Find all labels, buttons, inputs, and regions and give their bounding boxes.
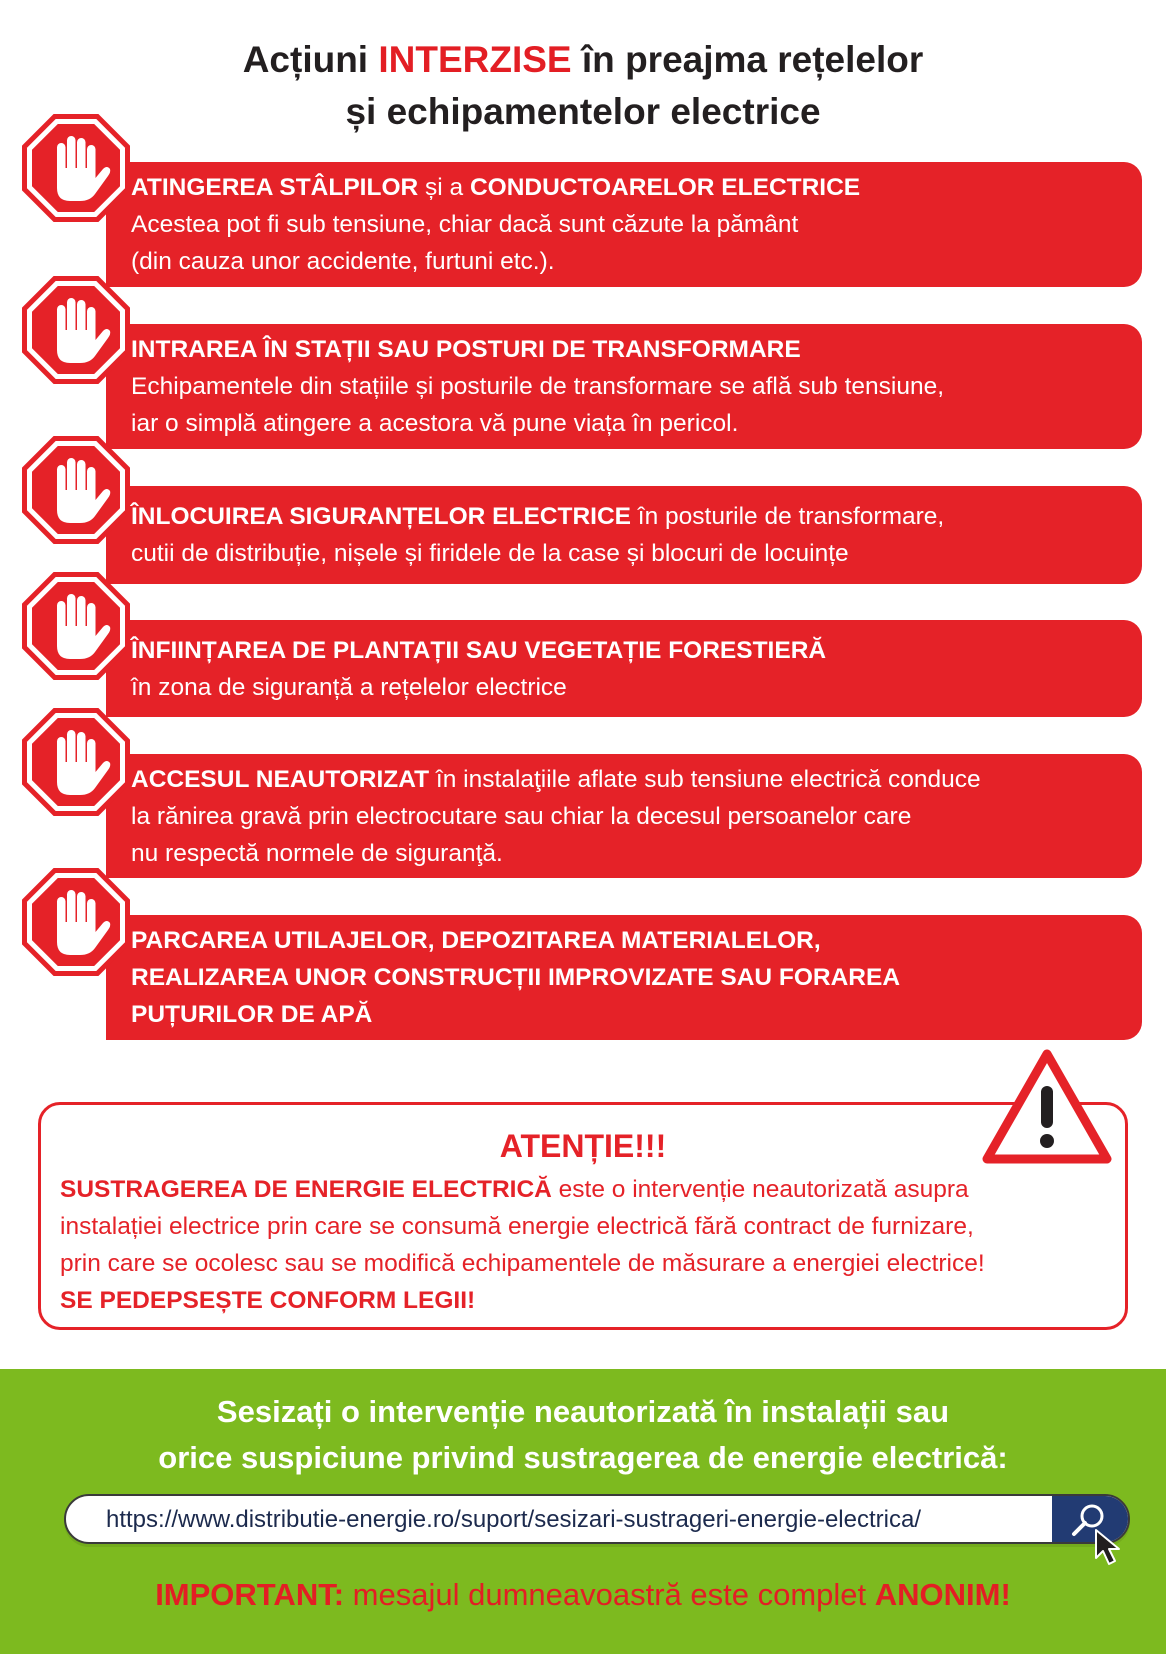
title-highlight: INTERZISE	[378, 39, 572, 80]
report-heading: Sesizați o intervenție neautorizată în instalații sau orice suspiciune privind sustragerea de energie electrică:	[158, 1394, 1008, 1475]
page-title	[0, 34, 1166, 138]
title-line-1: Acțiuni INTERZISE în preajma rețelelor	[242, 39, 924, 80]
prohibition-box: ÎNLOCUIREA SIGURANȚELOR ELECTRICE în posturile de transformare, cutii de distribuție, nișele și firidele de la case și blocuri de locuințe	[106, 486, 1142, 584]
cursor-arrow-icon	[1092, 1528, 1128, 1568]
prohibition-box: INTRAREA ÎN STAȚII SAU POSTURI DE TRANSFORMARE Echipamentele din stațiile și posturile de transformare se află sub tensiune, iar o simplă atingere a acestora vă pune viața în pericol.	[106, 324, 1142, 449]
warning-title: ATENȚIE!!!	[499, 1128, 667, 1164]
stop-hand-icon	[22, 276, 130, 384]
stop-hand-icon	[22, 572, 130, 680]
report-url-link[interactable]: https://www.distributie-energie.ro/suport/sesizari-sustrageri-energie-electrica/	[106, 1506, 921, 1533]
prohibition-box: ATINGEREA STÂLPILOR și a CONDUCTOARELOR ELECTRICE Acestea pot fi sub tensiune, chiar dacă sunt căzute la pământ (din cauza unor accidente, furtuni etc.).	[106, 162, 1142, 287]
anonymity-notice: IMPORTANT: mesajul dumneavoastră este complet ANONIM!	[155, 1577, 1011, 1612]
stop-hand-icon	[22, 708, 130, 816]
stop-hand-icon	[22, 436, 130, 544]
stop-hand-icon	[22, 114, 130, 222]
stop-hand-icon	[22, 868, 130, 976]
prohibition-box: PARCAREA UTILAJELOR, DEPOZITAREA MATERIALELOR, REALIZAREA UNOR CONSTRUCȚII IMPROVIZATE SAU FORAREA PUȚURILOR DE APĂ	[106, 915, 1142, 1040]
title-line-2: și echipamentelor electrice	[345, 91, 821, 132]
warning-text: SUSTRAGEREA DE ENERGIE ELECTRICĂ este o intervenție neautorizată asupra instalației electrice prin care se consumă energie electrică fără contract de furnizare, prin care se ocolesc sau se modifică echipamentele de măsurare a energiei electrice! SE PEDEPSEȘTE CONFORM LEGII!	[60, 1176, 985, 1314]
prohibition-box: ÎNFIINȚAREA DE PLANTAȚII SAU VEGETAȚIE FORESTIERĂ în zona de siguranță a rețelelor electrice	[106, 620, 1142, 717]
prohibition-box: ACCESUL NEAUTORIZAT în instalaţiile aflate sub tensiune electrică conduce la rănirea gravă prin electrocutare sau chiar la decesul persoanelor care nu respectă normele de siguranţă.	[106, 754, 1142, 878]
